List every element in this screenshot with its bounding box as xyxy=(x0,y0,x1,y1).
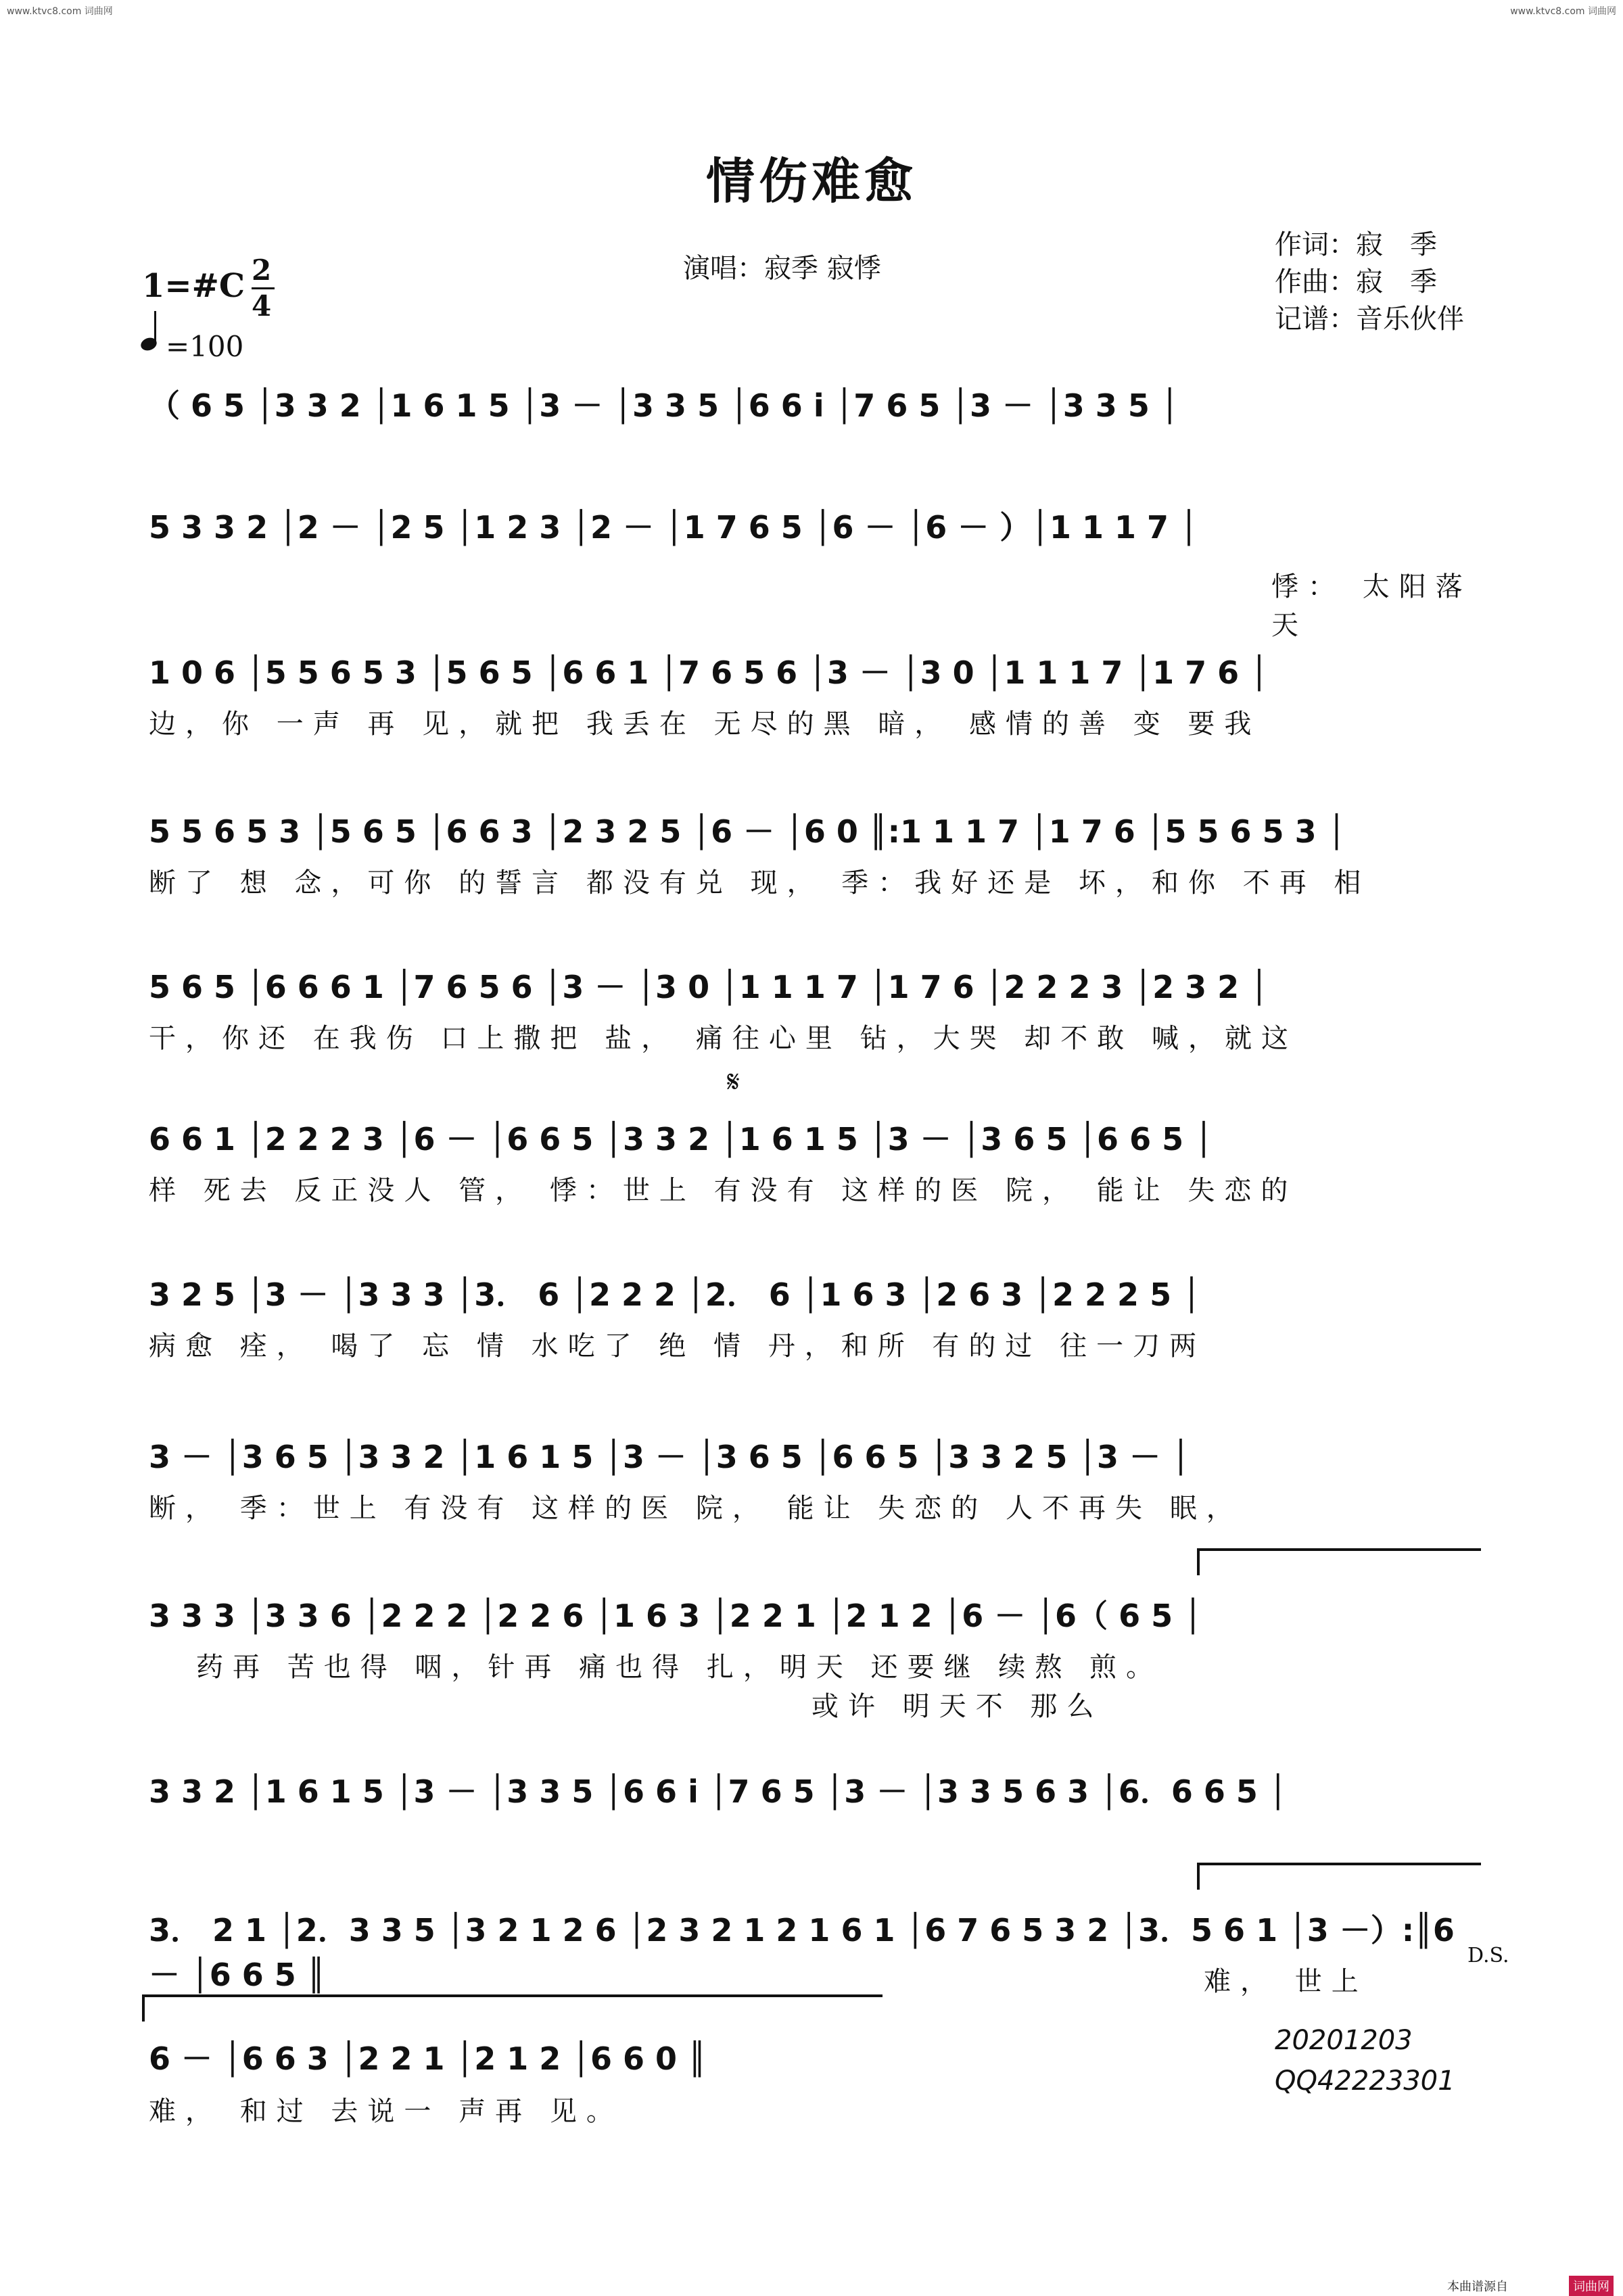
row-notes: 3 － │3 6 5 │3 3 2 │1 6 1 5 │3 － │3 6 5 │6 6 5 │3 3 2 5 │3 － │ xyxy=(149,1439,1190,1475)
singer-credit: 演唱：寂季 寂悸 xyxy=(683,253,881,284)
row-notes: 6 6 1 │2 2 2 3 │6 － │6 6 5 │3 3 2 │1 6 1 5 │3 － │3 6 5 │6 6 5 │ xyxy=(149,1121,1213,1157)
row-lyrics: 断， 季：世上 有没有 这样的医 院， 能让 失恋的 人不再失 眠， xyxy=(149,1493,1243,1524)
composer-credit: 作曲：寂 季 xyxy=(1275,266,1437,297)
page-title: 情伤难愈 xyxy=(705,152,917,210)
row-lyrics: 悸： 太阳落天 xyxy=(1271,571,1472,641)
row-lyrics: 干，你还 在我伤 口上撒把 盐， 痛往心里 钻，大哭 却不敢 喊，就这 xyxy=(149,1023,1298,1054)
score-row-3 xyxy=(149,646,1495,740)
segno-icon: 𝄋 xyxy=(727,1065,740,1099)
score-row-7 xyxy=(149,1268,1495,1362)
header-left-text: www.ktvc8.com 词曲网 xyxy=(7,6,113,17)
volta-2-bracket-left xyxy=(1197,1863,1200,1890)
ds-marking: D.S. xyxy=(1467,1944,1509,1967)
row-lyrics: 病愈 痊， 喝了 忘 情 水吃了 绝 情 丹，和所 有的过 往一刀两 xyxy=(149,1331,1206,1362)
key-signature: 1=#C xyxy=(142,267,245,305)
row-lyrics: 药再 苦也得 咽，针再 痛也得 扎，明天 还要继 续熬 煎。 xyxy=(196,1652,1163,1683)
row-notes: 3． 2 1 │2．3 3 5 │3 2 1 2 6 │2 3 2 1 2 1 6 1 │6 7 6 5 3 2 │3．5 6 1 │3 －）:║6 － │6 6 5 ║ xyxy=(149,1912,1455,1993)
row-lyrics: 样 死去 反正没人 管， 悸：世上 有没有 这样的医 院， 能让 失恋的 xyxy=(149,1175,1298,1206)
volta-2-bracket xyxy=(1197,1863,1481,1865)
footer-source-text: 本曲谱源自 xyxy=(1447,2280,1508,2294)
row-lyrics: 难， 世上 xyxy=(1204,1966,1368,1997)
lyricist-credit: 作词：寂 季 xyxy=(1275,229,1437,260)
score-row-9 xyxy=(149,1589,1495,1722)
footer-site-badge: 词曲网 xyxy=(1569,2276,1614,2296)
row-notes: 1 0 6 │5 5 6 5 3 │5 6 5 │6 6 1 │7 6 5 6 │3 － │3 0 │1 1 1 7 │1 7 6 │ xyxy=(149,654,1269,691)
tempo-marking: =100 xyxy=(166,330,244,363)
header-right-text: www.ktvc8.com 词曲网 xyxy=(1510,6,1616,17)
time-signature-top: 2 xyxy=(252,254,272,287)
score-row-5 xyxy=(149,960,1495,1054)
transcriber-credit: 记谱：音乐伙伴 xyxy=(1275,304,1464,335)
score-row-8 xyxy=(149,1430,1495,1524)
row-lyrics: 断了 想 念，可你 的誓言 都没有兑 现， 季：我好还是 坏，和你 不再 相 xyxy=(149,867,1371,899)
volta-3-bracket-left xyxy=(142,1994,145,2022)
volta-1-bracket-left xyxy=(1197,1548,1200,1575)
score-row-2 xyxy=(149,500,1495,641)
row-lyrics: 难， 和过 去说一 声再 见。 xyxy=(149,2096,623,2127)
row-notes: 3 3 3 │3 3 6 │2 2 2 │2 2 6 │1 6 3 │2 2 1 │2 1 2 │6 － │6（ 6 5 │ xyxy=(149,1598,1202,1634)
date-stamp: 20201203 xyxy=(1275,2025,1413,2056)
score-row-11 xyxy=(149,1903,1495,1997)
score-row-10 xyxy=(149,1765,1495,1832)
quarter-note-stem xyxy=(154,311,156,345)
row-notes: 5 6 5 │6 6 6 1 │7 6 5 6 │3 － │3 0 │1 1 1 7 │1 7 6 │2 2 2 3 │2 3 2 │ xyxy=(149,969,1269,1005)
score-row-6 xyxy=(149,1112,1495,1206)
row-notes: 3 3 2 │1 6 1 5 │3 － │3 3 5 │6 6 i │7 6 5 │3 － │3 3 5 6 3 │6．6 6 5 │ xyxy=(149,1773,1288,1810)
row-notes: 6 － │6 6 3 │2 2 1 │2 1 2 │6 6 0 ║ xyxy=(149,2040,707,2077)
score-row-4 xyxy=(149,805,1495,899)
time-signature-bottom: 4 xyxy=(252,289,272,322)
score-row-12 xyxy=(149,2032,906,2127)
row-notes: 5 5 6 5 3 │5 6 5 │6 6 3 │2 3 2 5 │6 － │6 0 ║:1 1 1 7 │1 7 6 │5 5 6 5 3 │ xyxy=(149,813,1346,850)
row-notes: 5 3 3 2 │2 － │2 5 │1 2 3 │2 － │1 7 6 5 │6 － │6 － ）│1 1 1 7 │ xyxy=(149,509,1198,546)
volta-1-bracket xyxy=(1197,1548,1481,1551)
score-row-1 xyxy=(149,379,1495,446)
row-notes: 3 2 5 │3 － │3 3 3 │3． 6 │2 2 2 │2． 6 │1 6 3 │2 6 3 │2 2 2 5 │ xyxy=(149,1276,1201,1313)
row-lyrics-alt: 或许 明天不 那么 xyxy=(812,1691,1104,1722)
qq-contact: QQ42223301 xyxy=(1275,2065,1455,2097)
row-lyrics: 边，你 一声 再 见，就把 我丢在 无尽的黑 暗， 感情的善 变 要我 xyxy=(149,709,1261,740)
volta-3-bracket xyxy=(142,1994,883,1997)
row-notes: （ 6 5 │3 3 2 │1 6 1 5 │3 － │3 3 5 │6 6 i │7 6 5 │3 － │3 3 5 │ xyxy=(149,387,1179,424)
